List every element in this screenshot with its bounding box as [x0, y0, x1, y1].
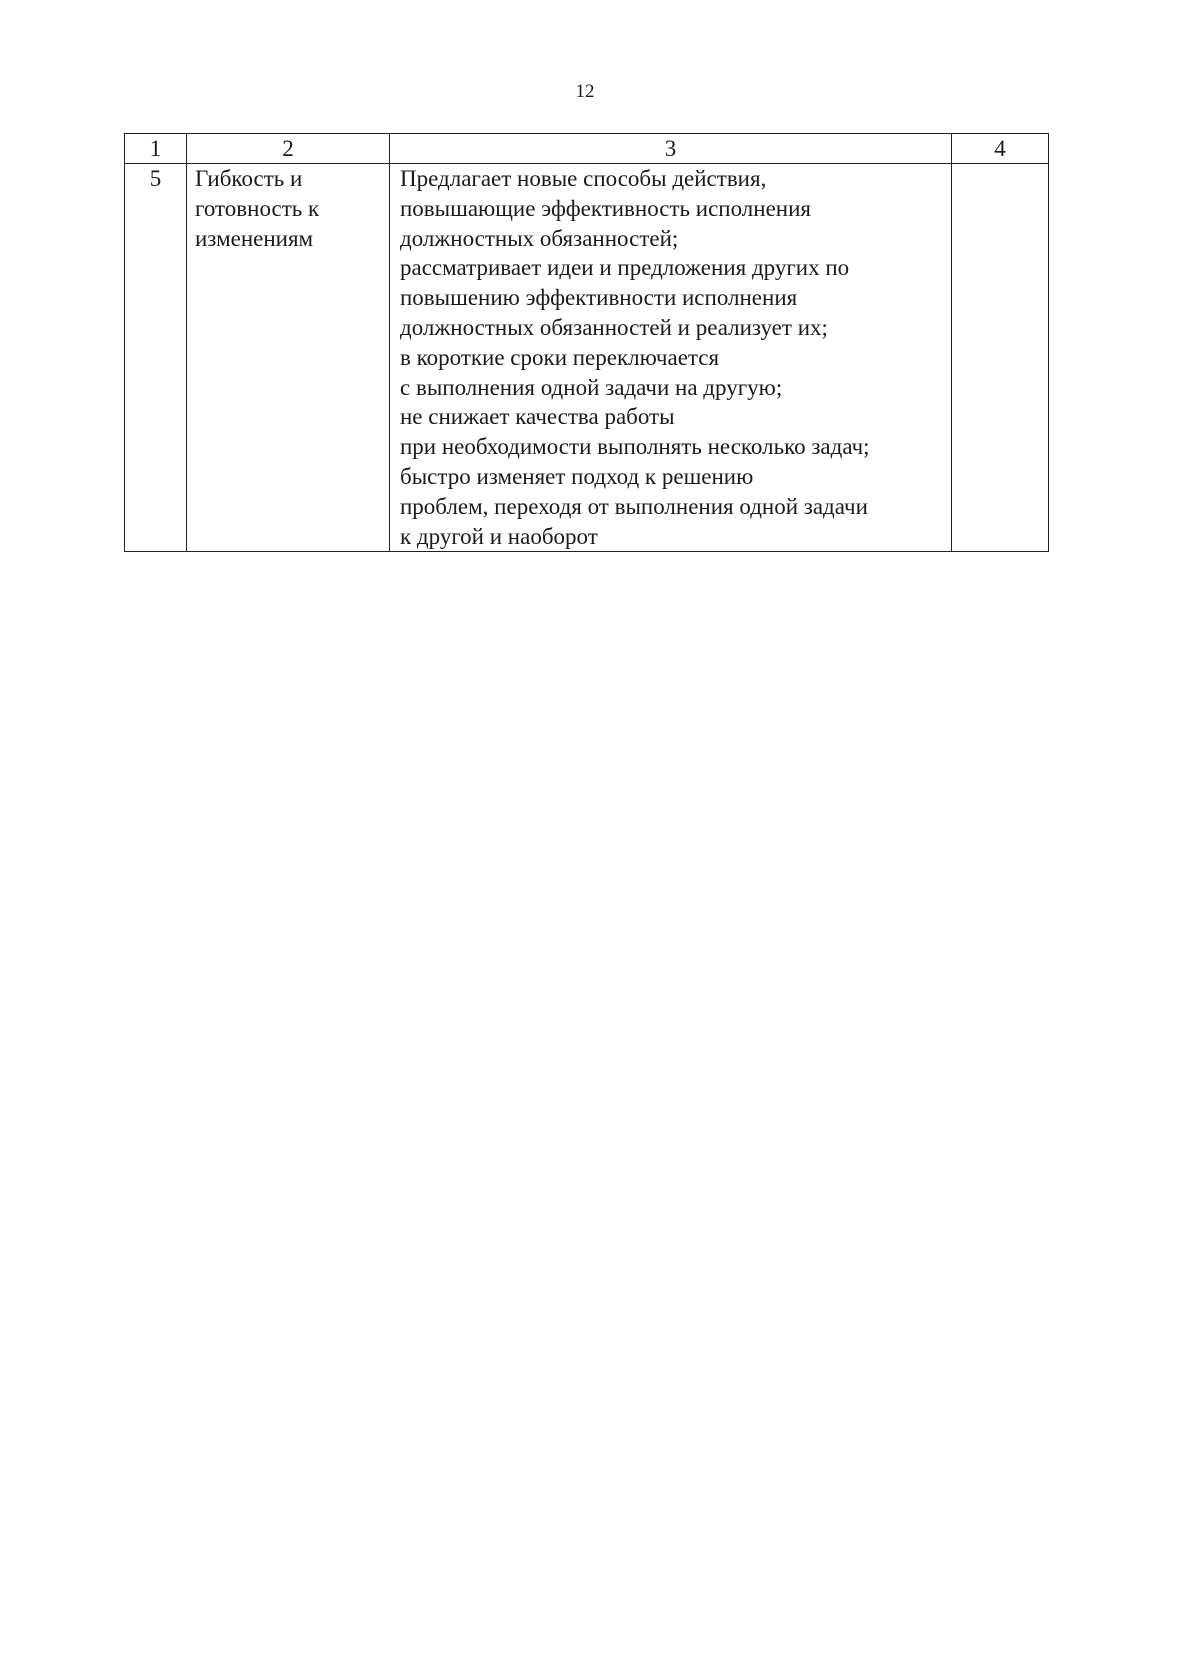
description-line: должностных обязанностей; [400, 225, 679, 251]
header-cell-3: 3 [390, 134, 952, 164]
description-line: Предлагает новые способы действия, [400, 166, 767, 191]
description-line: должностных обязанностей и реализует их; [400, 314, 828, 340]
description-line: повышению эффективности исполнения [400, 285, 798, 311]
header-cell-1: 1 [125, 134, 187, 164]
description-cell [390, 164, 952, 552]
description-line: при необходимости выполнять несколько задач; [400, 434, 870, 460]
score-cell [952, 164, 1049, 552]
header-cell-2: 2 [187, 134, 390, 164]
criterion-line: изменениям [195, 225, 314, 251]
description-line: проблем, переходя от выполнения одной задачи [400, 493, 868, 519]
criterion-line: готовность к [195, 195, 320, 221]
table-row [125, 164, 1049, 552]
row-number-cell: 5 [125, 164, 187, 552]
description-line: с выполнения одной задачи на другую; [400, 374, 783, 400]
description-line: повышающие эффективность исполнения [400, 195, 812, 221]
header-cell-4: 4 [952, 134, 1049, 164]
page-number: 12 [575, 81, 595, 102]
description-line: к другой и наоборот [400, 523, 598, 549]
description-line: рассматривает идеи и предложения других по [400, 255, 850, 281]
table-header-row [125, 134, 1049, 164]
criteria-table [124, 133, 1049, 552]
description-line: быстро изменяет подход к решению [400, 463, 754, 489]
criterion-line: Гибкость и [195, 166, 303, 191]
description-line: не снижает качества работы [400, 404, 675, 430]
criterion-cell [187, 164, 390, 552]
description-line: в короткие сроки переключается [400, 344, 720, 370]
